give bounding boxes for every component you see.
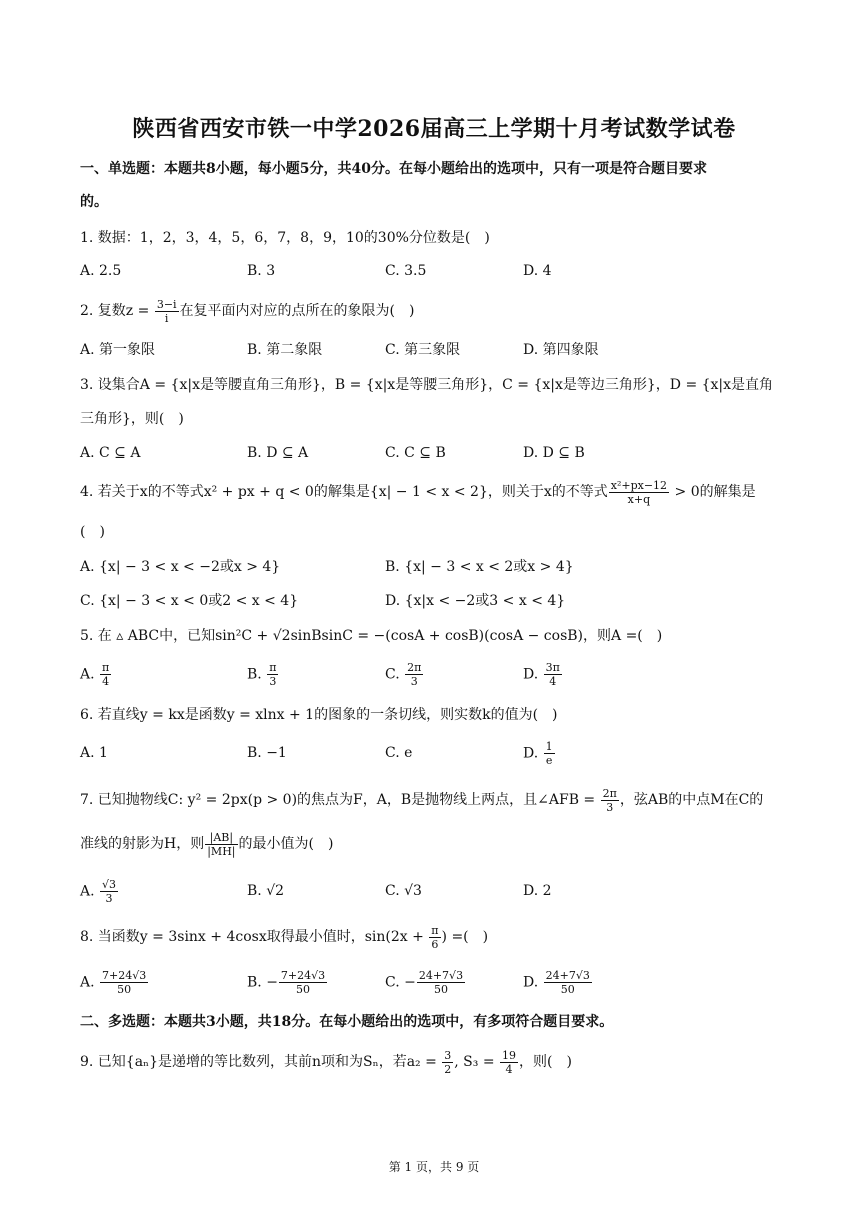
q7-option-b: B. √2 — [247, 883, 285, 899]
question-8-stem: 8. 当函数y = 3sinx + 4cosx取得最小值时，sin(2x + $\frac{\pi}{6}$ ) =( ) — [80, 923, 489, 951]
page-title: 陕西省西安市铁一中学2026届高三上学期十月考试数学试卷 — [132, 116, 736, 142]
q2-option-b: B. 第二象限 — [247, 342, 323, 358]
q5-option-b: B. $\frac{\pi}{3}$ — [247, 661, 277, 688]
q4-fraction: $\frac{\text{x²+px−12}}{x+q}$ — [610, 478, 668, 506]
q2-fraction: $\frac{3-i}{i}$ — [156, 297, 177, 325]
question-1-stem: 1. 数据：1，2，3，4，5，6，7，8，9，10的30%分位数是( ) — [80, 230, 490, 246]
q4-option-c: C. {x| − 3 < x < 0或2 < x < 4} — [80, 593, 299, 609]
q8-fraction: $\frac{\pi}{6}$ — [431, 923, 439, 951]
section-1-header: 一、单选题：本题共8小题，每小题5分，共40分。在每小题给出的选项中，只有一项是符合题目要求 — [80, 161, 707, 177]
q1-option-d: D. 4 — [523, 263, 552, 279]
q8-option-d: D. $\frac{24+7√3}{50}$ — [523, 969, 590, 996]
q3-option-c: C. C ⊆ B — [385, 445, 446, 461]
question-4-stem-cont: ( ) — [80, 524, 105, 540]
q7-fraction-2: $\frac{|AB|}{|MH|}$ — [207, 830, 236, 858]
question-5-options — [80, 661, 790, 687]
question-2-options — [80, 337, 790, 363]
q8-option-a: A. $\frac{7+24√3}{50}$ — [80, 969, 147, 996]
question-4-stem: 4. 若关于x的不等式x² + px + q < 0的解集是{x| − 1 < x < 2}，则关于x的不等式 $\frac{\text{x²+px−12}}{x+q}$ > 0的解集是 — [80, 478, 756, 506]
q4-option-d: D. {x|x < −2或3 < x < 4} — [385, 593, 566, 609]
q6-option-b: B. −1 — [247, 745, 287, 761]
q3-option-b: B. D ⊆ A — [247, 445, 309, 461]
question-3-stem-cont: 三角形}，则( ) — [80, 411, 184, 427]
question-7-stem: 7. 已知抛物线C: y² = 2px(p > 0)的焦点为F，A，B是抛物线上两点，且∠AFB = $\frac{2\pi}{3}$ ，弦AB的中点M在C的 — [80, 786, 764, 814]
question-2-stem: 2. 复数z = $\frac{3-i}{i}$ 在复平面内对应的点所在的象限为( ) — [80, 297, 415, 325]
q4-option-b: B. {x| − 3 < x < 2或x > 4} — [385, 559, 574, 575]
q9-fraction-1: $\frac{3}{2}$ — [444, 1048, 452, 1076]
question-7-options — [80, 878, 790, 904]
q7-option-c: C. √3 — [385, 883, 422, 899]
q1-option-a: A. 2.5 — [80, 263, 122, 279]
q1-option-b: B. 3 — [247, 263, 276, 279]
section-2-header: 二、多选题：本题共3小题，共18分。在每小题给出的选项中，有多项符合题目要求。 — [80, 1014, 614, 1030]
question-4-options-row1 — [80, 554, 790, 580]
q5-option-c: C. $\frac{2\pi}{3}$ — [385, 661, 422, 688]
q5-option-a: A. $\frac{\pi}{4}$ — [80, 661, 110, 688]
question-3-stem: 3. 设集合A = {x|x是等腰直角三角形}，B = {x|x是等腰三角形}，C = {x|x是等边三角形}，D = {x|x是直角 — [80, 377, 774, 393]
question-4-options-row2 — [80, 588, 790, 614]
q9-fraction-2: $\frac{19}{4}$ — [502, 1048, 517, 1076]
question-6-stem: 6. 若直线y = kx是函数y = xlnx + 1的图象的一条切线，则实数k的值为( ) — [80, 707, 558, 723]
question-1-options — [80, 258, 790, 284]
question-9-stem: 9. 已知{aₙ}是递增的等比数列，其前n项和为Sₙ，若a₂ = $\frac{3}{2}$ , S₃ = $\frac{19}{4}$ ，则( ) — [80, 1048, 572, 1076]
page-footer: 第 1 页，共 9 页 — [388, 1160, 480, 1174]
q5-option-d: D. $\frac{3\pi}{4}$ — [523, 661, 560, 688]
question-7-stem-cont: 准线的射影为H，则 $\frac{|AB|}{|MH|}$ 的最小值为( ) — [80, 830, 334, 858]
q4-option-a: A. {x| − 3 < x < −2或x > 4} — [80, 559, 281, 575]
question-5-stem: 5. 在 ▵ ABC中，已知sin²C + √2sinBsinC = −(cosA + cosB)(cosA − cosB)，则A =( ) — [80, 628, 663, 644]
q6-option-d: D. $\frac{1}{e}$ — [523, 740, 553, 767]
q3-option-a: A. C ⊆ A — [80, 445, 141, 461]
q7-option-a: A. $\frac{√3}{3}$ — [80, 878, 117, 905]
q2-option-d: D. 第四象限 — [523, 342, 599, 358]
question-8-options — [80, 969, 790, 995]
q1-option-c: C. 3.5 — [385, 263, 427, 279]
q7-fraction: $\frac{2\pi}{3}$ — [602, 786, 617, 814]
q3-option-d: D. D ⊆ B — [523, 445, 585, 461]
q6-option-c: C. e — [385, 745, 413, 761]
q8-option-c: C. − $\frac{24+7√3}{50}$ — [385, 969, 464, 996]
section-1-header-cont: 的。 — [80, 194, 108, 210]
question-6-options — [80, 740, 790, 766]
q6-option-a: A. 1 — [80, 745, 108, 761]
q8-option-b: B. − $\frac{7+24√3}{50}$ — [247, 969, 326, 996]
q7-option-d: D. 2 — [523, 883, 552, 899]
question-3-options — [80, 440, 790, 466]
q2-option-a: A. 第一象限 — [80, 342, 156, 358]
q2-option-c: C. 第三象限 — [385, 342, 461, 358]
